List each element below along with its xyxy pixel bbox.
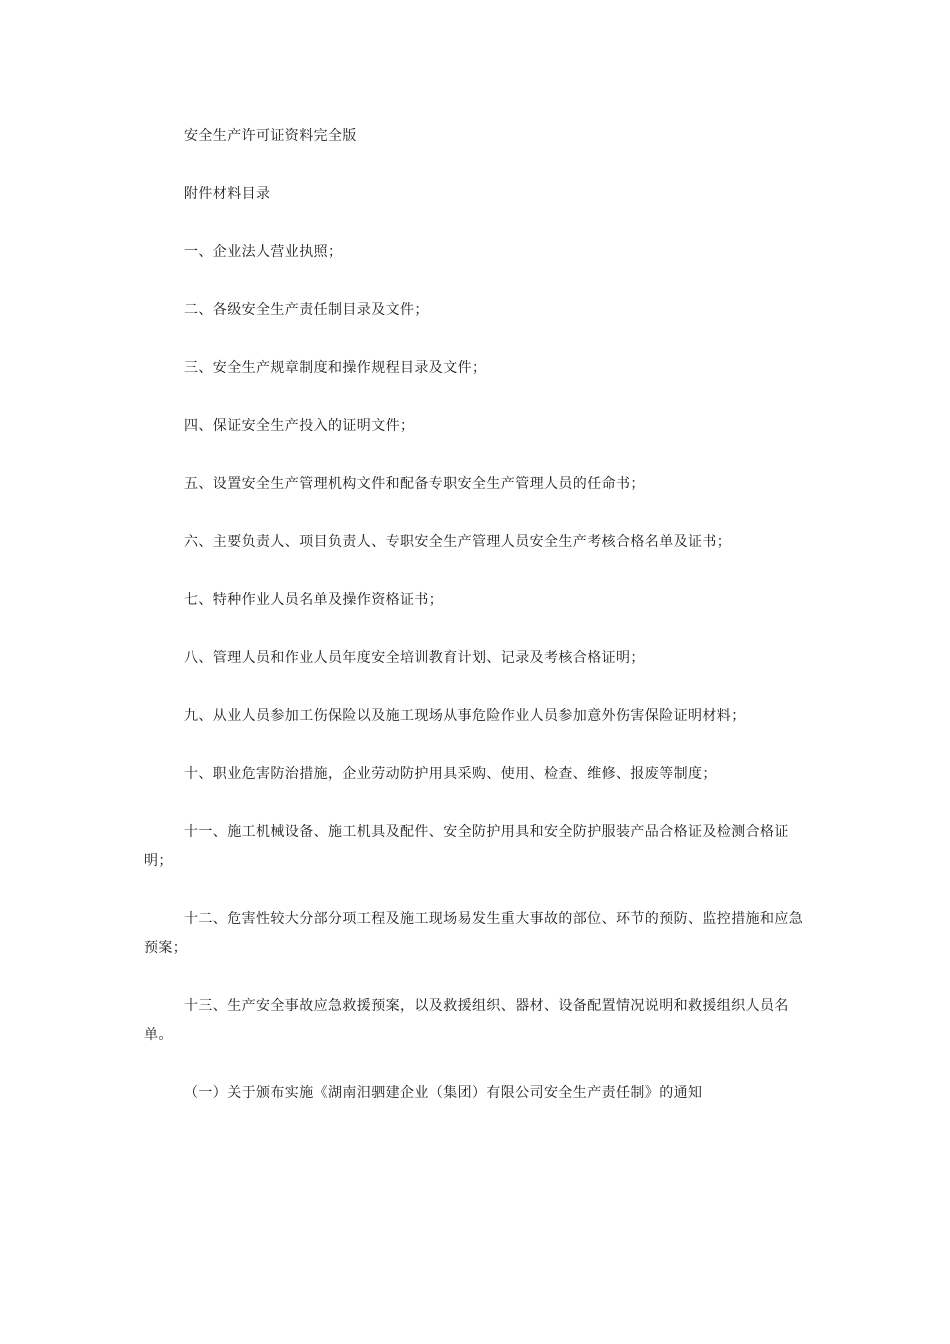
list-item: 十三、生产安全事故应急救援预案，以及救援组织、器材、设备配置情况说明和救援组织人员名单。 xyxy=(144,998,789,1043)
list-item: 六、主要负责人、项目负责人、专职安全生产管理人员安全生产考核合格名单及证书； xyxy=(184,534,732,550)
list-item: 四、保证安全生产投入的证明文件； xyxy=(184,418,415,434)
document-subtitle: 附件材料目录 xyxy=(184,186,271,202)
document-title: 安全生产许可证资料完全版 xyxy=(184,128,357,144)
list-item: 十一、施工机械设备、施工机具及配件、安全防护用具和安全防护服装产品合格证及检测合格证明； xyxy=(144,824,789,869)
list-item: 五、设置安全生产管理机构文件和配备专职安全生产管理人员的任命书； xyxy=(184,476,645,492)
list-item: 八、管理人员和作业人员年度安全培训教育计划、记录及考核合格证明； xyxy=(184,650,645,666)
list-item: 三、安全生产规章制度和操作规程目录及文件； xyxy=(184,360,487,376)
list-item: 七、特种作业人员名单及操作资格证书； xyxy=(184,592,444,608)
list-item: 一、企业法人营业执照； xyxy=(184,244,343,260)
list-item: 二、各级安全生产责任制目录及文件； xyxy=(184,302,429,318)
list-item: 九、从业人员参加工伤保险以及施工现场从事危险作业人员参加意外伤害保险证明材料； xyxy=(184,708,746,724)
list-item: 十、职业危害防治措施，企业劳动防护用具采购、使用、检查、维修、报废等制度； xyxy=(184,766,717,782)
document-body xyxy=(144,122,808,1137)
list-item: 十二、危害性较大分部分项工程及施工现场易发生重大事故的部位、环节的预防、监控措施和应急预案； xyxy=(144,911,804,956)
notice-title: （一）关于颁布实施《湖南汨驷建企业（集团）有限公司安全生产责任制》的通知 xyxy=(184,1085,703,1101)
